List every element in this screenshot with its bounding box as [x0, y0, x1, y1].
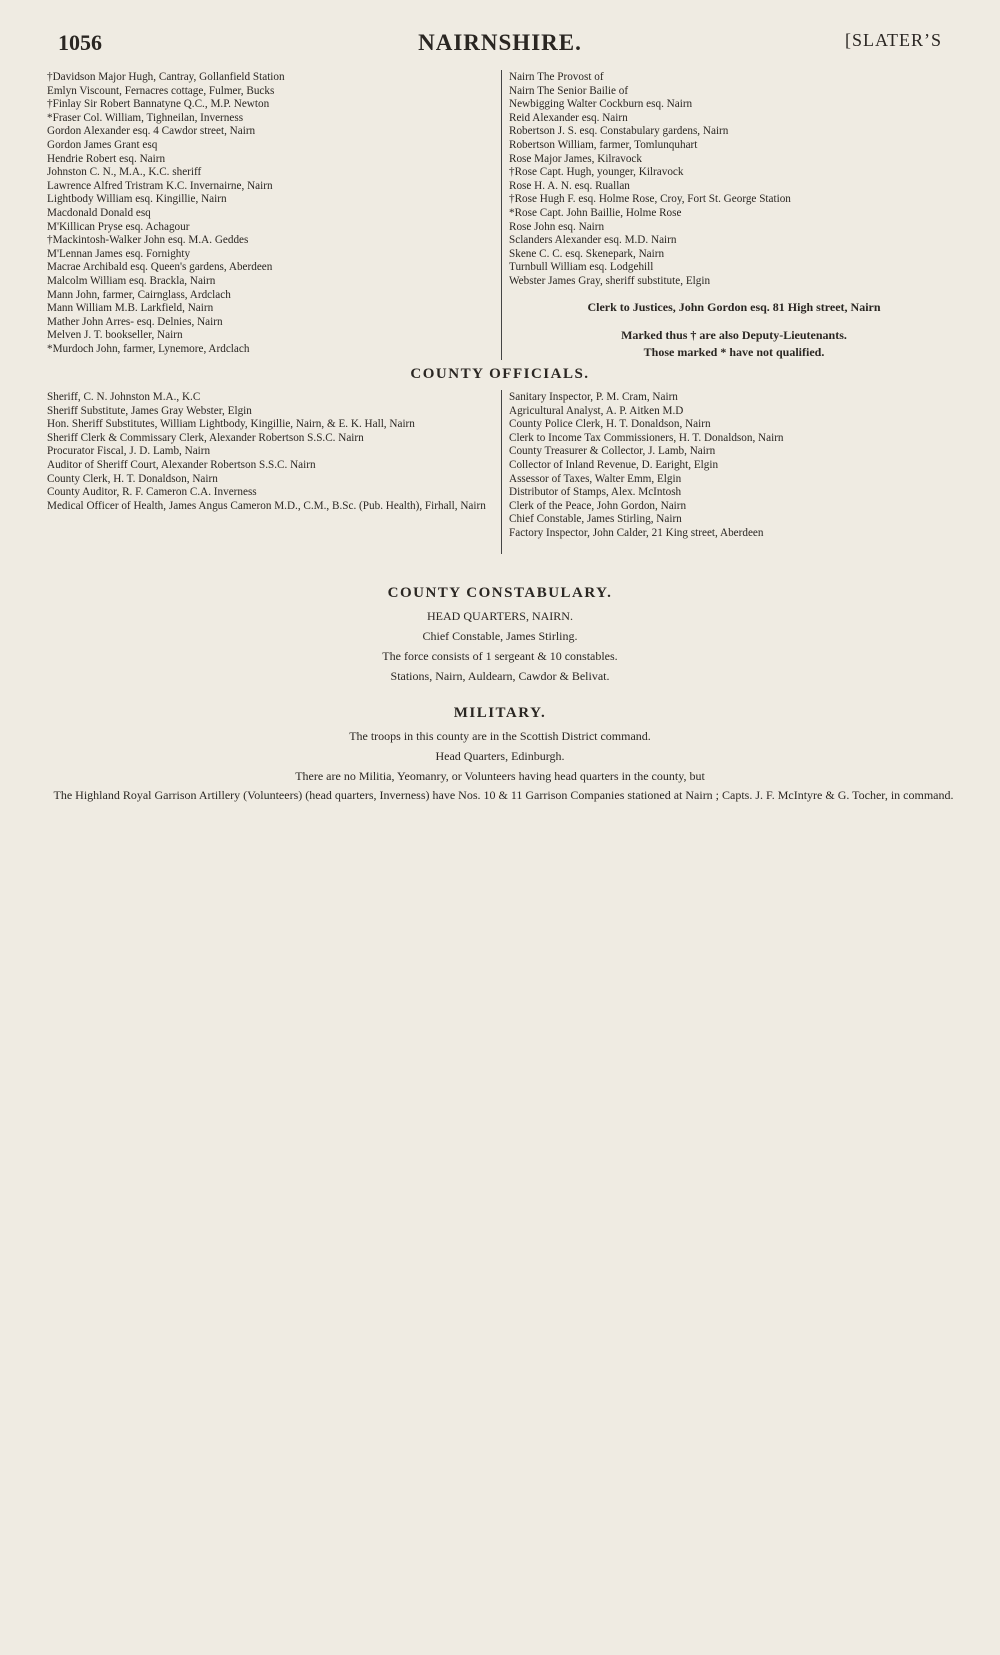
magistrates-left-column [47, 71, 485, 356]
military-line: Head Quarters, Edinburgh. [435, 749, 565, 763]
page-header [58, 30, 942, 60]
column-divider [501, 390, 502, 554]
magistrate-entry: Gordon Alexander esq. 4 Cawdor street, Nairn [47, 125, 256, 138]
official-entry: County Treasurer & Collector, J. Lamb, Nairn [509, 445, 716, 458]
magistrate-entry: Malcolm William esq. Brackla, Nairn [47, 274, 216, 287]
magistrates-right-column [509, 71, 959, 289]
military-heading: MILITARY. [453, 705, 547, 721]
military-garrison-note: The Highland Royal Garrison Artillery (Volunteers) (head quarters, Inverness) have Nos. 10 & 11 Garrison Companies stationed at Nairn ; Capts. J. F. McIntyre & G. Tocher, in command. [53, 788, 954, 802]
magistrate-entry: Sclanders Alexander esq. M.D. Nairn [509, 234, 677, 247]
official-entry: Hon. Sheriff Substitutes, William Lightbody, Kingillie, Nairn, & E. K. Hall, Nairn [47, 418, 415, 431]
county-title: NAIRNSHIRE. [418, 30, 582, 55]
magistrate-entry: Gordon James Grant esq [47, 138, 158, 151]
officials-right-column [509, 391, 959, 541]
page-number: 1056 [58, 30, 102, 55]
official-entry: County Police Clerk, H. T. Donaldson, Nairn [509, 418, 711, 431]
constabulary-line: The force consists of 1 sergeant & 10 constables. [382, 649, 618, 663]
magistrate-entry: Lightbody William esq. Kingillie, Nairn [47, 193, 227, 206]
magistrate-entry: *Murdoch John, farmer, Lynemore, Ardclach [47, 342, 250, 355]
magistrate-entry: Macrae Archibald esq. Queen's gardens, Aberdeen [47, 261, 273, 274]
magistrate-entry: Robertson William, farmer, Tomlunquhart [509, 138, 698, 151]
official-entry: Sanitary Inspector, P. M. Cram, Nairn [509, 391, 678, 403]
magistrate-entry: †Finlay Sir Robert Bannatyne Q.C., M.P. Newton [47, 98, 270, 111]
magistrate-entry: M'Lennan James esq. Fornighty [47, 247, 191, 260]
official-entry: County Auditor, R. F. Cameron C.A. Inverness [47, 486, 257, 499]
official-entry: Chief Constable, James Stirling, Nairn [509, 513, 682, 526]
military-line: The troops in this county are in the Scottish District command. [349, 729, 651, 743]
military-line: There are no Militia, Yeomanry, or Volunteers having head quarters in the county, but [295, 769, 705, 783]
officials-left-column [47, 391, 495, 513]
constabulary-line: Chief Constable, James Stirling. [422, 629, 578, 643]
notes [509, 327, 959, 361]
official-entry: Procurator Fiscal, J. D. Lamb, Nairn [47, 445, 211, 458]
military-lines [0, 726, 1000, 786]
magistrate-entry: Mather John Arres- esq. Delnies, Nairn [47, 315, 223, 328]
magistrate-entry: Mann William M.B. Larkfield, Nairn [47, 302, 214, 315]
magistrate-entry: Reid Alexander esq. Nairn [509, 111, 628, 124]
note-not-qualified: Those marked * have not qualified. [643, 345, 825, 359]
official-entry: Distributor of Stamps, Alex. McIntosh [509, 486, 682, 499]
magistrate-entry: Robertson J. S. esq. Constabulary gardens, Nairn [509, 125, 729, 138]
magistrate-entry: Macdonald Donald esq [47, 206, 151, 219]
official-entry: Clerk to Income Tax Commissioners, H. T. Donaldson, Nairn [509, 431, 784, 444]
magistrate-entry: Newbigging Walter Cockburn esq. Nairn [509, 98, 693, 111]
official-entry: Sheriff Clerk & Commissary Clerk, Alexander Robertson S.S.C. Nairn [47, 431, 364, 444]
official-entry: County Clerk, H. T. Donaldson, Nairn [47, 472, 218, 485]
magistrate-entry: †Mackintosh-Walker John esq. M.A. Geddes [47, 234, 249, 247]
magistrate-entry: M'Killican Pryse esq. Achagour [47, 220, 190, 233]
constabulary-line: HEAD QUARTERS, NAIRN. [427, 609, 573, 623]
magistrate-entry: Rose H. A. N. esq. Ruallan [509, 179, 630, 192]
magistrate-entry: Melven J. T. bookseller, Nairn [47, 329, 183, 342]
magistrate-entry: Webster James Gray, sheriff substitute, Elgin [509, 274, 711, 287]
official-entry: Agricultural Analyst, A. P. Aitken M.D [509, 404, 684, 417]
official-entry: Assessor of Taxes, Walter Emm, Elgin [509, 472, 682, 485]
constabulary-line: Stations, Nairn, Auldearn, Cawdor & Belivat. [390, 669, 610, 683]
magistrate-entry: *Rose Capt. John Baillie, Holme Rose [509, 206, 682, 219]
magistrate-entry: Rose John esq. Nairn [509, 220, 605, 233]
magistrate-entry: *Fraser Col. William, Tighneilan, Inverness [47, 111, 244, 124]
magistrate-entry: Rose Major James, Kilravock [509, 152, 642, 165]
official-entry: Sheriff Substitute, James Gray Webster, Elgin [47, 404, 252, 417]
magistrate-entry: Nairn The Senior Bailie of [509, 84, 629, 97]
magistrate-entry: Mann John, farmer, Cairnglass, Ardclach [47, 288, 231, 301]
magistrate-entry: Hendrie Robert esq. Nairn [47, 152, 166, 165]
magistrate-entry: †Rose Hugh F. esq. Holme Rose, Croy, Fort St. George Station [509, 193, 791, 206]
constabulary-lines [0, 606, 1000, 686]
note-deputy-lieutenants: Marked thus † are also Deputy-Lieutenants. [621, 328, 847, 342]
official-entry: Clerk of the Peace, John Gordon, Nairn [509, 499, 687, 512]
county-officials-heading: COUNTY OFFICIALS. [410, 366, 590, 382]
magistrate-entry: Lawrence Alfred Tristram K.C. Invernairne, Nairn [47, 179, 273, 192]
magistrate-entry: Skene C. C. esq. Skenepark, Nairn [509, 247, 665, 260]
magistrate-entry: Johnston C. N., M.A., K.C. sheriff [47, 166, 202, 179]
magistrate-entry: Turnbull William esq. Lodgehill [509, 261, 654, 274]
publisher-mark: [SLATER’S [844, 30, 942, 50]
official-entry: Sheriff, C. N. Johnston M.A., K.C [47, 391, 201, 403]
official-entry: Auditor of Sheriff Court, Alexander Robertson S.S.C. Nairn [47, 458, 316, 471]
magistrate-entry: †Davidson Major Hugh, Cantray, Gollanfield Station [47, 71, 285, 83]
official-entry: Factory Inspector, John Calder, 21 King street, Aberdeen [509, 526, 764, 539]
magistrate-entry: Nairn The Provost of [509, 71, 604, 83]
magistrate-entry: Emlyn Viscount, Fernacres cottage, Fulmer, Bucks [47, 84, 275, 97]
official-entry: Collector of Inland Revenue, D. Earight, Elgin [509, 458, 719, 471]
clerk-to-justices: Clerk to Justices, John Gordon esq. 81 High street, Nairn [587, 300, 881, 314]
constabulary-heading: COUNTY CONSTABULARY. [387, 585, 613, 601]
official-entry: Medical Officer of Health, James Angus Cameron M.D., C.M., B.Sc. (Pub. Health), Firhall, Nairn [47, 499, 486, 512]
column-divider [501, 70, 502, 360]
magistrate-entry: †Rose Capt. Hugh, younger, Kilravock [509, 166, 684, 179]
